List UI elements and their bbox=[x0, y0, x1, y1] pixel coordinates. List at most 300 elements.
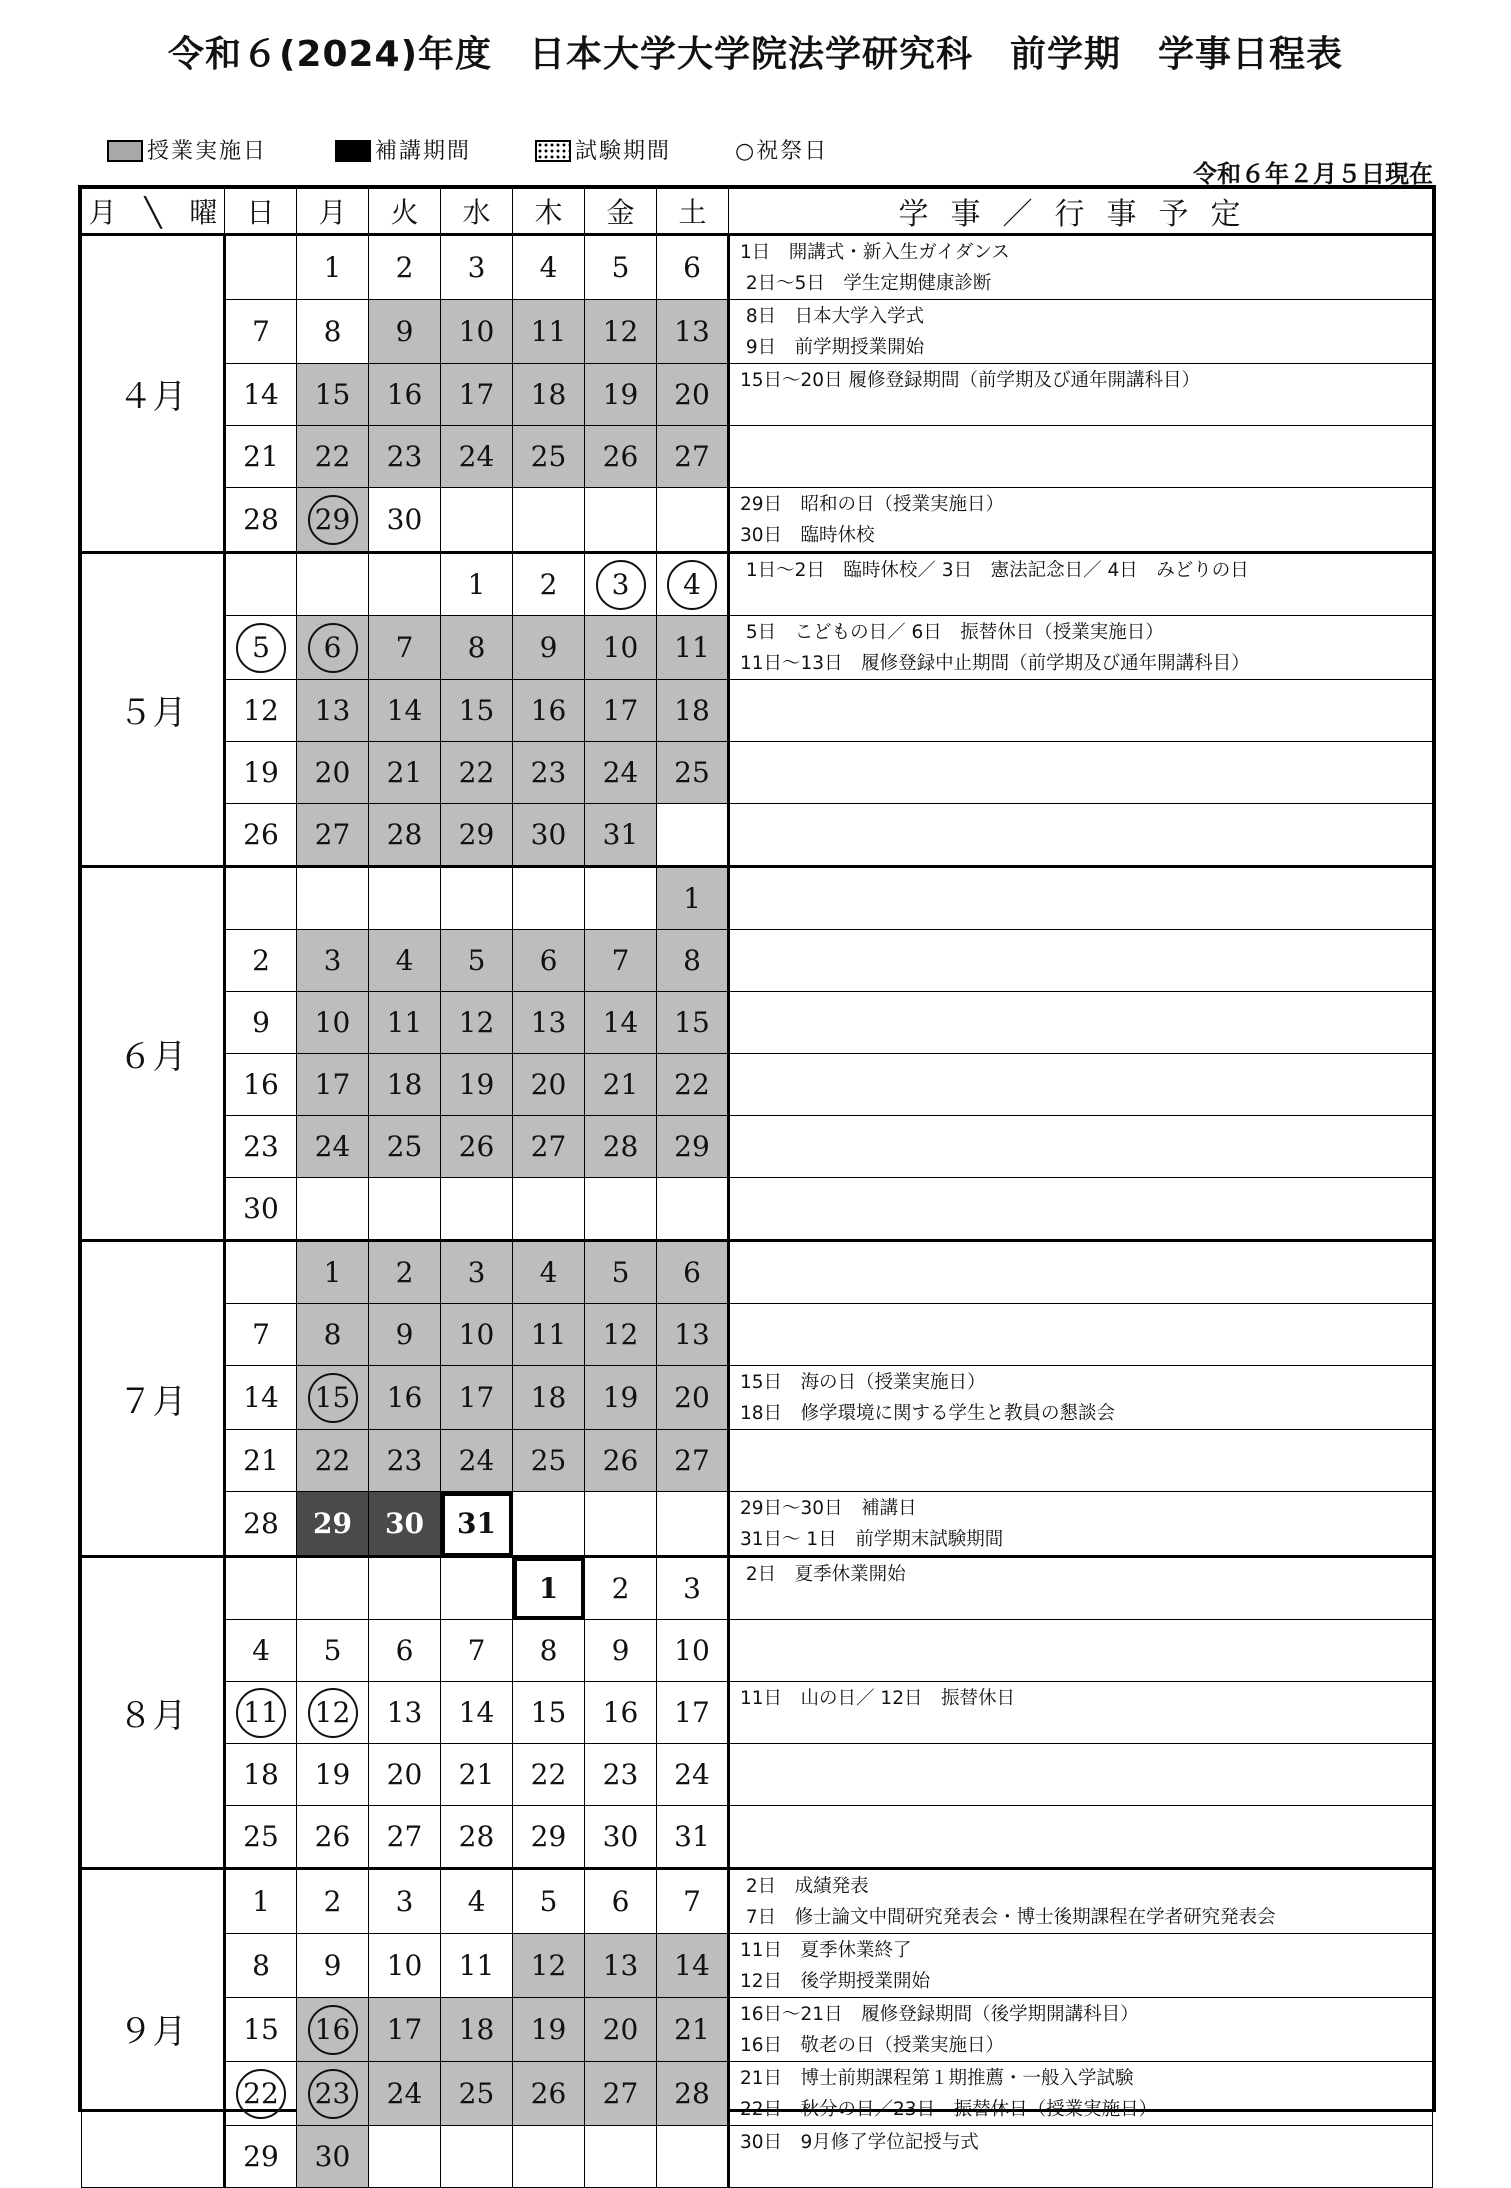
day-number: 18 bbox=[243, 1758, 279, 1791]
day-cell bbox=[225, 426, 297, 488]
day-number: 9 bbox=[395, 1318, 414, 1351]
day-cell bbox=[369, 1304, 441, 1366]
day-cell bbox=[225, 1116, 297, 1178]
day-cell bbox=[225, 1682, 297, 1744]
empty-cell bbox=[225, 1241, 297, 1304]
day-number: 11 bbox=[530, 1318, 567, 1351]
day-cell bbox=[657, 364, 729, 426]
day-number: 30 bbox=[530, 818, 567, 851]
day-cell bbox=[369, 1934, 441, 1998]
day-cell bbox=[225, 2126, 297, 2188]
day-number: 20 bbox=[602, 2013, 639, 2046]
day-cell bbox=[585, 616, 657, 680]
day-cell bbox=[297, 488, 369, 553]
day-cell bbox=[441, 1304, 513, 1366]
day-number: 18 bbox=[530, 1381, 567, 1414]
week-row bbox=[82, 1304, 1433, 1366]
empty-cell bbox=[657, 488, 729, 553]
day-number: 1 bbox=[538, 1572, 559, 1605]
empty-cell bbox=[585, 1492, 657, 1557]
day-number: 2 bbox=[252, 944, 270, 977]
day-number: 22 bbox=[243, 2077, 279, 2110]
day-number: 4 bbox=[467, 1885, 486, 1918]
day-number: 24 bbox=[602, 756, 639, 789]
day-cell bbox=[657, 1557, 729, 1620]
day-number: 23 bbox=[386, 1444, 423, 1477]
day-number: 17 bbox=[458, 1381, 495, 1414]
day-cell bbox=[441, 680, 513, 742]
day-number: 24 bbox=[386, 2077, 423, 2110]
empty-cell bbox=[369, 2126, 441, 2188]
day-cell bbox=[297, 2062, 369, 2126]
schedule-note bbox=[729, 1744, 1433, 1806]
day-number: 14 bbox=[602, 1006, 639, 1039]
calendar-table bbox=[78, 185, 1436, 2173]
day-cell bbox=[225, 2062, 297, 2126]
day-cell bbox=[657, 1430, 729, 1492]
day-cell bbox=[513, 364, 585, 426]
day-cell bbox=[585, 1682, 657, 1744]
day-number: 27 bbox=[674, 1444, 710, 1477]
day-cell bbox=[297, 616, 369, 680]
day-cell bbox=[441, 1744, 513, 1806]
day-cell bbox=[225, 1998, 297, 2062]
day-number: 17 bbox=[386, 2013, 423, 2046]
schedule-note: 29日 昭和の日（授業実施日） 30日 臨時休校 bbox=[729, 488, 1433, 553]
schedule-note: 1日 開講式・新入生ガイダンス 2日～5日 学生定期健康診断 bbox=[729, 235, 1433, 300]
day-number: 24 bbox=[458, 1444, 495, 1477]
day-number: 30 bbox=[243, 1192, 279, 1225]
empty-cell bbox=[225, 867, 297, 930]
weekday-tue: 火 bbox=[369, 189, 441, 235]
empty-cell bbox=[441, 2126, 513, 2188]
day-number: 29 bbox=[243, 2140, 279, 2173]
day-number: 13 bbox=[386, 1696, 423, 1729]
day-cell bbox=[297, 742, 369, 804]
day-number: 6 bbox=[323, 631, 342, 664]
day-cell bbox=[513, 992, 585, 1054]
empty-cell bbox=[369, 867, 441, 930]
day-number: 7 bbox=[252, 1318, 270, 1351]
day-number: 3 bbox=[683, 1572, 701, 1605]
holiday-circle bbox=[236, 2069, 286, 2119]
day-cell bbox=[369, 992, 441, 1054]
empty-cell bbox=[369, 553, 441, 616]
day-number: 22 bbox=[674, 1068, 710, 1101]
day-number: 5 bbox=[539, 1885, 558, 1918]
day-number: 20 bbox=[386, 1758, 423, 1791]
day-cell bbox=[225, 680, 297, 742]
day-cell bbox=[585, 1934, 657, 1998]
day-number: 15 bbox=[674, 1006, 710, 1039]
day-number: 4 bbox=[683, 568, 701, 601]
day-number: 14 bbox=[458, 1696, 495, 1729]
day-number: 29 bbox=[674, 1130, 710, 1163]
weekday-wed: 水 bbox=[441, 189, 513, 235]
day-number: 26 bbox=[602, 1444, 639, 1477]
day-number: 14 bbox=[386, 694, 423, 727]
day-cell bbox=[441, 1241, 513, 1304]
day-cell bbox=[225, 1869, 297, 1934]
week-row bbox=[82, 1116, 1433, 1178]
day-number: 14 bbox=[674, 1949, 710, 1982]
holiday-circle bbox=[308, 623, 358, 673]
day-number: 9 bbox=[323, 1949, 342, 1982]
day-number: 28 bbox=[243, 503, 279, 536]
day-number: 7 bbox=[395, 631, 414, 664]
day-cell bbox=[297, 1620, 369, 1682]
day-cell bbox=[297, 300, 369, 364]
week-row bbox=[82, 1178, 1433, 1241]
day-cell bbox=[441, 300, 513, 364]
schedule-note bbox=[729, 680, 1433, 742]
day-cell bbox=[585, 1241, 657, 1304]
day-number: 5 bbox=[611, 1256, 630, 1289]
day-number: 10 bbox=[314, 1006, 351, 1039]
day-number: 26 bbox=[458, 1130, 495, 1163]
empty-cell bbox=[513, 2126, 585, 2188]
day-cell bbox=[585, 1116, 657, 1178]
day-cell bbox=[441, 616, 513, 680]
week-row bbox=[82, 1806, 1433, 1869]
day-cell bbox=[297, 992, 369, 1054]
day-cell bbox=[585, 1304, 657, 1366]
day-number: 1 bbox=[683, 882, 701, 915]
schedule-note bbox=[729, 1304, 1433, 1366]
schedule-note: 1日～2日 臨時休校／ 3日 憲法記念日／ 4日 みどりの日 bbox=[729, 553, 1433, 616]
day-cell bbox=[585, 1806, 657, 1869]
day-cell bbox=[441, 992, 513, 1054]
day-number: 18 bbox=[458, 2013, 495, 2046]
week-row bbox=[82, 2126, 1433, 2188]
day-number: 2 bbox=[539, 568, 558, 601]
day-number: 12 bbox=[458, 1006, 495, 1039]
holiday-circle bbox=[236, 623, 286, 673]
day-cell bbox=[225, 1366, 297, 1430]
day-cell bbox=[297, 1241, 369, 1304]
day-number: 7 bbox=[467, 1634, 486, 1667]
day-cell bbox=[513, 616, 585, 680]
schedule-note bbox=[729, 742, 1433, 804]
day-number: 8 bbox=[252, 1949, 270, 1982]
day-cell bbox=[441, 426, 513, 488]
holiday-circle bbox=[667, 560, 717, 610]
day-number: 24 bbox=[674, 1758, 710, 1791]
day-number: 7 bbox=[683, 1885, 701, 1918]
month-label: ６月 bbox=[82, 867, 225, 1241]
empty-cell bbox=[225, 1557, 297, 1620]
week-row bbox=[82, 867, 1433, 930]
day-cell bbox=[513, 1682, 585, 1744]
day-number: 24 bbox=[458, 440, 495, 473]
schedule-note: 15日～20日 履修登録期間（前学期及び通年開講科目） bbox=[729, 364, 1433, 426]
day-number: 8 bbox=[539, 1634, 558, 1667]
day-cell bbox=[657, 1054, 729, 1116]
day-cell bbox=[441, 1869, 513, 1934]
week-row bbox=[82, 930, 1433, 992]
day-number: 23 bbox=[530, 756, 567, 789]
day-number: 6 bbox=[395, 1634, 414, 1667]
day-cell bbox=[513, 1869, 585, 1934]
day-number: 20 bbox=[674, 1381, 710, 1414]
day-cell bbox=[369, 300, 441, 364]
day-cell bbox=[513, 1934, 585, 1998]
day-cell bbox=[441, 235, 513, 300]
day-number: 13 bbox=[674, 315, 710, 348]
week-row bbox=[82, 1869, 1433, 1934]
day-cell bbox=[297, 1744, 369, 1806]
holiday-circle bbox=[308, 1688, 358, 1738]
day-number: 5 bbox=[467, 944, 486, 977]
day-cell bbox=[369, 1682, 441, 1744]
day-number: 18 bbox=[386, 1068, 423, 1101]
empty-cell bbox=[657, 2126, 729, 2188]
day-number: 2 bbox=[395, 251, 414, 284]
day-cell bbox=[513, 1806, 585, 1869]
day-number: 28 bbox=[458, 1820, 495, 1853]
schedule-note bbox=[729, 1430, 1433, 1492]
empty-cell bbox=[297, 1178, 369, 1241]
day-cell bbox=[441, 1054, 513, 1116]
empty-cell bbox=[513, 488, 585, 553]
day-cell bbox=[369, 804, 441, 867]
day-number: 3 bbox=[467, 251, 486, 284]
day-cell bbox=[225, 1304, 297, 1366]
empty-cell bbox=[585, 1178, 657, 1241]
legend-makeup: 補講期間 bbox=[335, 137, 471, 167]
day-number: 11 bbox=[530, 315, 567, 348]
day-number: 5 bbox=[323, 1634, 342, 1667]
holiday-circle bbox=[308, 2069, 358, 2119]
day-cell bbox=[297, 426, 369, 488]
day-number: 4 bbox=[539, 1256, 558, 1289]
month-label: ８月 bbox=[82, 1557, 225, 1869]
day-number: 11 bbox=[458, 1949, 495, 1982]
header-row bbox=[82, 189, 1433, 235]
day-cell bbox=[225, 742, 297, 804]
day-number: 2 bbox=[323, 1885, 342, 1918]
day-number: 21 bbox=[386, 756, 423, 789]
day-number: 5 bbox=[252, 631, 270, 664]
day-cell bbox=[297, 1430, 369, 1492]
day-number: 23 bbox=[386, 440, 423, 473]
day-number: 11 bbox=[386, 1006, 423, 1039]
month-day-header: 月 ╲ 曜 bbox=[82, 189, 225, 235]
day-number: 16 bbox=[314, 2013, 351, 2046]
day-cell bbox=[585, 1430, 657, 1492]
day-cell bbox=[369, 364, 441, 426]
week-row bbox=[82, 2062, 1433, 2126]
schedule-note: 11日 山の日／ 12日 振替休日 bbox=[729, 1682, 1433, 1744]
page-title: 令和６(2024)年度 日本大学大学院法学研究科 前学期 学事日程表 bbox=[167, 34, 1344, 75]
day-cell bbox=[585, 553, 657, 616]
day-cell bbox=[585, 2062, 657, 2126]
day-number: 12 bbox=[243, 694, 279, 727]
day-number: 10 bbox=[674, 1634, 710, 1667]
schedule-note: 16日～21日 履修登録期間（後学期開講科目） 16日 敬老の日（授業実施日） bbox=[729, 1998, 1433, 2062]
day-cell bbox=[441, 1620, 513, 1682]
day-cell bbox=[513, 1366, 585, 1430]
day-number: 6 bbox=[611, 1885, 630, 1918]
day-number: 10 bbox=[458, 1318, 495, 1351]
day-cell bbox=[441, 1998, 513, 2062]
day-number: 26 bbox=[314, 1820, 351, 1853]
day-cell bbox=[657, 1682, 729, 1744]
empty-cell bbox=[225, 553, 297, 616]
weekday-thu: 木 bbox=[513, 189, 585, 235]
empty-cell bbox=[441, 488, 513, 553]
legend-holiday: ○祝祭日 bbox=[735, 139, 829, 164]
weekday-sun: 日 bbox=[225, 189, 297, 235]
day-cell bbox=[225, 1178, 297, 1241]
day-number: 25 bbox=[530, 440, 567, 473]
day-cell bbox=[513, 1116, 585, 1178]
day-cell bbox=[297, 1934, 369, 1998]
day-number: 28 bbox=[602, 1130, 639, 1163]
day-cell bbox=[513, 553, 585, 616]
holiday-circle bbox=[308, 2005, 358, 2055]
empty-cell bbox=[657, 1178, 729, 1241]
day-number: 29 bbox=[313, 1507, 352, 1540]
day-cell bbox=[585, 742, 657, 804]
day-cell bbox=[441, 553, 513, 616]
schedule-note: 8日 日本大学入学式 9日 前学期授業開始 bbox=[729, 300, 1433, 364]
day-cell bbox=[441, 1492, 513, 1557]
week-row bbox=[82, 300, 1433, 364]
day-number: 10 bbox=[602, 631, 639, 664]
day-number: 26 bbox=[243, 818, 279, 851]
day-cell bbox=[657, 426, 729, 488]
week-row bbox=[82, 488, 1433, 553]
week-row bbox=[82, 1557, 1433, 1620]
day-cell bbox=[585, 426, 657, 488]
schedule-note: 29日～30日 補講日 31日～ 1日 前学期末試験期間 bbox=[729, 1492, 1433, 1557]
day-number: 21 bbox=[243, 440, 279, 473]
day-cell bbox=[513, 1998, 585, 2062]
day-cell bbox=[225, 930, 297, 992]
week-row bbox=[82, 1998, 1433, 2062]
day-number: 17 bbox=[458, 378, 495, 411]
day-number: 23 bbox=[314, 2077, 351, 2110]
empty-cell bbox=[585, 2126, 657, 2188]
schedule-note bbox=[729, 426, 1433, 488]
class-day-swatch bbox=[107, 140, 143, 162]
day-number: 25 bbox=[458, 2077, 495, 2110]
holiday-circle bbox=[236, 1688, 286, 1738]
day-cell bbox=[513, 804, 585, 867]
day-cell bbox=[657, 1934, 729, 1998]
day-cell bbox=[225, 1934, 297, 1998]
empty-cell bbox=[441, 1557, 513, 1620]
empty-cell bbox=[657, 804, 729, 867]
day-number: 7 bbox=[252, 315, 270, 348]
day-number: 13 bbox=[602, 1949, 639, 1982]
day-number: 21 bbox=[674, 2013, 710, 2046]
day-cell bbox=[297, 1054, 369, 1116]
day-cell bbox=[297, 1366, 369, 1430]
day-number: 5 bbox=[611, 251, 630, 284]
schedule-note bbox=[729, 804, 1433, 867]
day-cell bbox=[513, 1557, 585, 1620]
empty-cell bbox=[441, 1178, 513, 1241]
day-cell bbox=[225, 488, 297, 553]
day-number: 8 bbox=[323, 1318, 342, 1351]
day-cell bbox=[369, 1366, 441, 1430]
day-cell bbox=[513, 680, 585, 742]
day-cell bbox=[657, 1998, 729, 2062]
day-number: 9 bbox=[395, 315, 414, 348]
day-cell bbox=[657, 1241, 729, 1304]
empty-cell bbox=[513, 1492, 585, 1557]
day-number: 29 bbox=[314, 503, 351, 536]
day-cell bbox=[513, 235, 585, 300]
day-cell bbox=[297, 1492, 369, 1557]
day-cell bbox=[657, 1744, 729, 1806]
empty-cell bbox=[513, 867, 585, 930]
holiday-circle bbox=[596, 560, 646, 610]
day-cell bbox=[225, 364, 297, 426]
day-cell bbox=[585, 992, 657, 1054]
day-number: 3 bbox=[323, 944, 342, 977]
day-cell bbox=[225, 1744, 297, 1806]
day-number: 16 bbox=[530, 694, 567, 727]
week-row bbox=[82, 553, 1433, 616]
week-row bbox=[82, 1744, 1433, 1806]
day-cell bbox=[585, 300, 657, 364]
day-cell bbox=[297, 1116, 369, 1178]
day-number: 14 bbox=[243, 1381, 279, 1414]
week-row bbox=[82, 426, 1433, 488]
schedule-note: 15日 海の日（授業実施日） 18日 修学環境に関する学生と教員の懇談会 bbox=[729, 1366, 1433, 1430]
month-label: ９月 bbox=[82, 1869, 225, 2188]
schedule-note bbox=[729, 867, 1433, 930]
day-cell bbox=[297, 1682, 369, 1744]
day-number: 6 bbox=[683, 251, 701, 284]
day-cell bbox=[369, 235, 441, 300]
day-cell bbox=[657, 1366, 729, 1430]
day-cell bbox=[585, 1744, 657, 1806]
day-number: 4 bbox=[252, 1634, 270, 1667]
day-cell bbox=[657, 1806, 729, 1869]
day-number: 12 bbox=[602, 315, 639, 348]
day-number: 31 bbox=[674, 1820, 710, 1853]
makeup-swatch bbox=[335, 140, 371, 162]
day-number: 22 bbox=[314, 440, 351, 473]
day-cell bbox=[225, 992, 297, 1054]
day-cell bbox=[297, 680, 369, 742]
day-cell bbox=[657, 616, 729, 680]
empty-cell bbox=[513, 1178, 585, 1241]
schedule-note bbox=[729, 1620, 1433, 1682]
day-number: 26 bbox=[602, 440, 639, 473]
day-number: 1 bbox=[467, 568, 486, 601]
day-cell bbox=[513, 2062, 585, 2126]
day-number: 19 bbox=[314, 1758, 351, 1791]
day-cell bbox=[369, 1241, 441, 1304]
day-number: 22 bbox=[530, 1758, 567, 1791]
day-number: 8 bbox=[323, 315, 342, 348]
week-row bbox=[82, 680, 1433, 742]
day-number: 28 bbox=[386, 818, 423, 851]
day-cell bbox=[585, 1366, 657, 1430]
day-cell bbox=[513, 1430, 585, 1492]
day-number: 15 bbox=[530, 1696, 567, 1729]
month-label: ５月 bbox=[82, 553, 225, 867]
day-cell bbox=[657, 1869, 729, 1934]
schedule-note: 2日 夏季休業開始 bbox=[729, 1557, 1433, 1620]
day-number: 23 bbox=[243, 1130, 279, 1163]
day-cell bbox=[369, 1116, 441, 1178]
